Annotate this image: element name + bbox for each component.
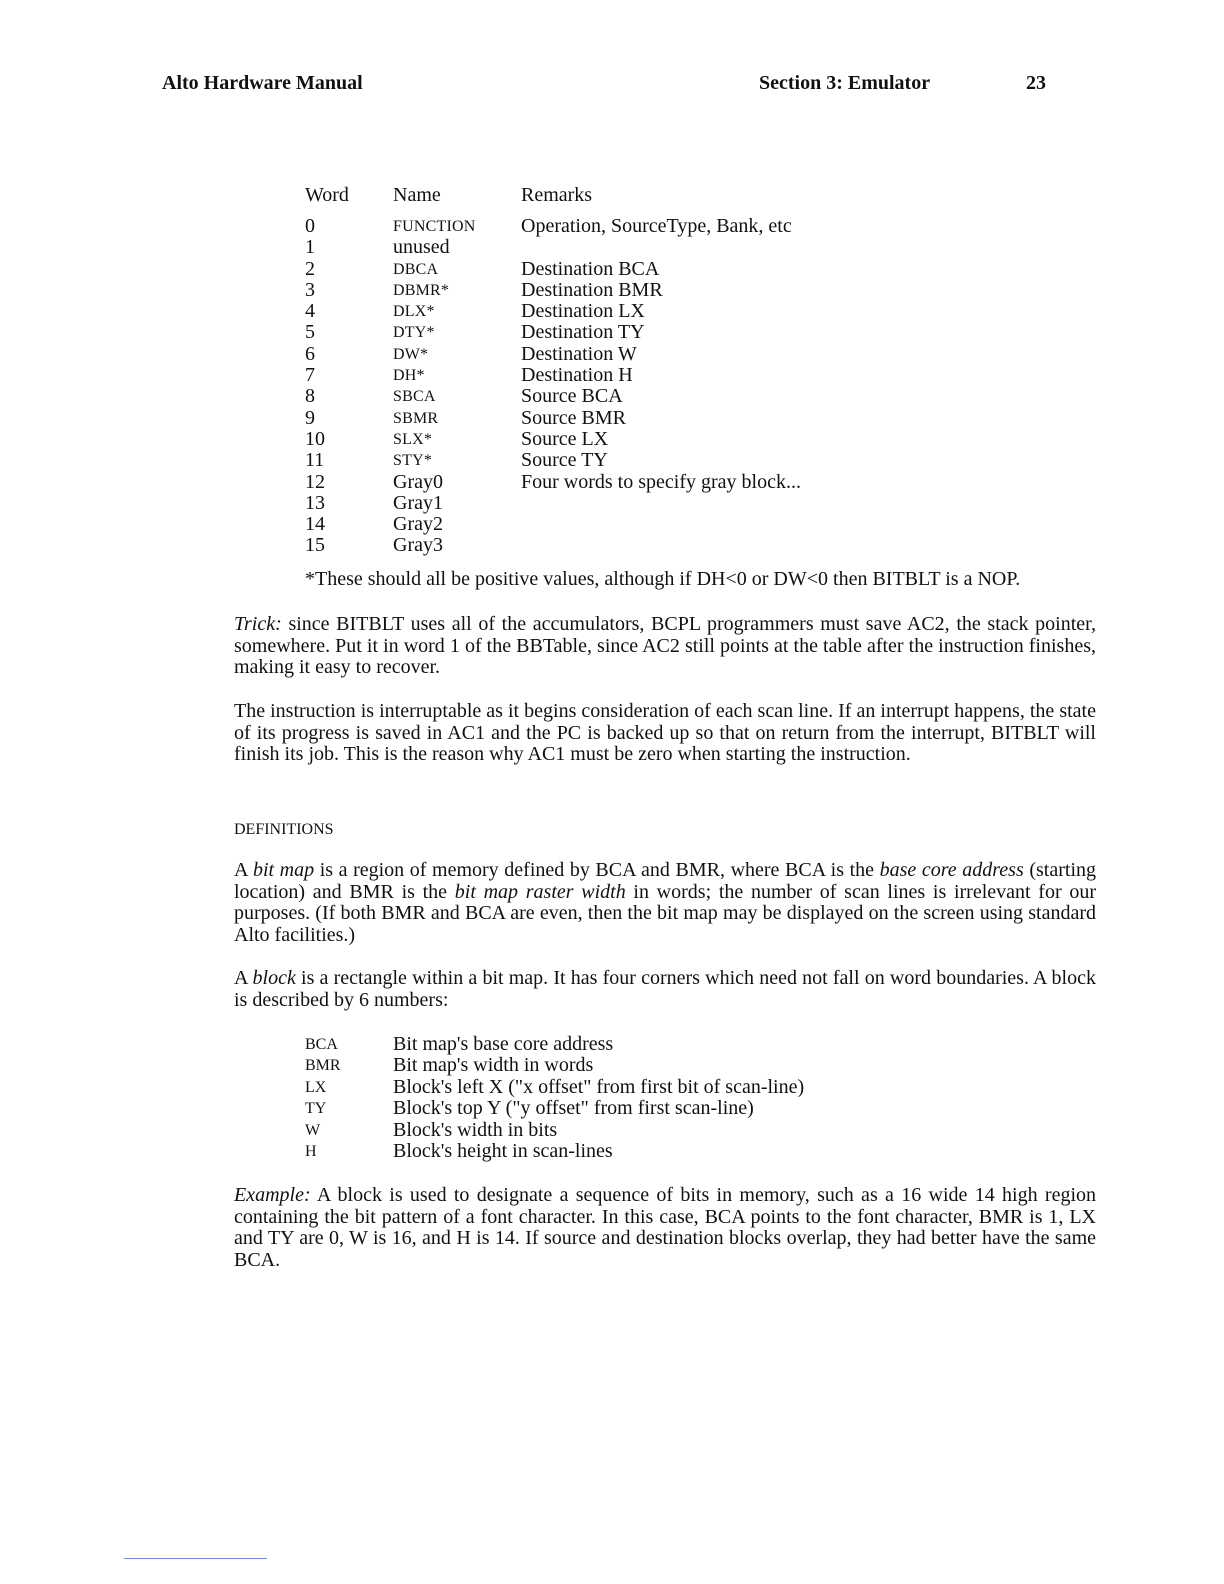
name-cell: unused (393, 236, 450, 259)
word-cell: 9 (305, 406, 315, 429)
remarks-cell: Four words to specify gray block... (521, 470, 801, 493)
parameter-term: LX (305, 1078, 327, 1096)
column-header-remarks: Remarks (521, 184, 593, 206)
parameter-term: BCA (305, 1036, 338, 1053)
word-cell: 15 (305, 534, 325, 557)
parameter-term: W (305, 1121, 321, 1139)
bitmap-text-1: A (234, 859, 253, 881)
name-cell: Gray2 (393, 513, 443, 536)
parameter-term: TY (305, 1100, 327, 1118)
trick-paragraph (234, 614, 1096, 679)
remarks-cell: Source TY (521, 449, 608, 472)
remarks-cell: Destination LX (521, 300, 645, 323)
running-header-title: Alto Hardware Manual (162, 72, 363, 94)
definitions-heading: DEFINITIONS (234, 821, 334, 838)
bitmap-text-4: in words; the number of scan lines is irrelevant for our purposes. (If both BMR and BCA are even, then the bit map may be displayed on the screen using standard Alto facilities.) (234, 880, 1096, 946)
word-cell: 1 (305, 236, 315, 259)
word-cell: 10 (305, 427, 325, 450)
parameter-term: BMR (305, 1057, 341, 1075)
remarks-cell: Destination BCA (521, 257, 660, 280)
word-cell: 2 (305, 257, 315, 280)
name-cell: DW* (393, 345, 429, 363)
trick-text: since BITBLT uses all of the accumulators, BCPL programmers must save AC2, the stack pointer, somewhere. Put it in word 1 of the BBTable, since AC2 still points at the table after the instruction finishes, making it easy to recover. (234, 613, 1097, 679)
example-text: A block is used to designate a sequence of bits in memory, such as a 16 wide 14 high region containing the bit pattern of a font character. In this case, BCA points to the font character, BMR is 1, LX and TY are 0, W is 16, and H is 14. If source and destination blocks overlap, they had better have the same BCA. (234, 1184, 1096, 1271)
page-number: 23 (1026, 72, 1046, 94)
name-cell: SBCA (393, 388, 436, 406)
footnote-rule (124, 1558, 267, 1559)
interrupt-paragraph: The instruction is interruptable as it begins consideration of each scan line. If an interrupt happens, the state of its progress is saved in AC1 and the PC is backed up so that on return from the interrupt, BITBLT will finish its job. This is the reason why AC1 must be zero when starting the instruction. (234, 700, 1096, 766)
trick-label: Trick: (234, 613, 282, 635)
remarks-cell: Destination H (521, 364, 633, 387)
parameter-description: Bit map's base core address (393, 1033, 614, 1055)
remarks-cell: Destination TY (521, 321, 645, 344)
example-paragraph (234, 1185, 1096, 1271)
block-definition-paragraph (234, 968, 1096, 1011)
bitmap-term: bit map (252, 859, 315, 881)
word-cell: 13 (305, 491, 325, 514)
word-cell: 0 (305, 215, 315, 237)
word-cell: 7 (305, 364, 315, 387)
remarks-cell: Destination W (521, 342, 637, 365)
table-footnote: *These should all be positive values, although if DH<0 or DW<0 then BITBLT is a NOP. (305, 568, 1021, 590)
base-core-address-term: base core address (879, 859, 1024, 881)
parameter-description: Bit map's width in words (393, 1054, 594, 1077)
remarks-cell: Source BMR (521, 406, 626, 429)
parameter-description: Block's height in scan-lines (393, 1139, 613, 1162)
example-label: Example: (234, 1184, 311, 1206)
name-cell: Gray0 (393, 470, 443, 493)
word-cell: 12 (305, 470, 325, 493)
block-term: block (252, 967, 296, 989)
word-cell: 11 (305, 449, 325, 472)
word-cell: 8 (305, 385, 315, 408)
name-cell: DTY* (393, 324, 435, 342)
parameter-description: Block's left X ("x offset" from first bit of scan-line) (393, 1075, 805, 1098)
name-cell: SBMR (393, 409, 439, 427)
name-cell: STY* (393, 452, 433, 470)
remarks-cell: Operation, SourceType, Bank, etc (521, 215, 792, 237)
word-cell: 5 (305, 321, 315, 344)
running-header-section: Section 3: Emulator (759, 72, 931, 94)
remarks-cell: Source BCA (521, 385, 623, 408)
name-cell: DBMR* (393, 281, 450, 299)
word-cell: 3 (305, 278, 315, 301)
name-cell: DLX* (393, 303, 435, 321)
parameter-term: H (305, 1142, 317, 1160)
parameter-description: Block's width in bits (393, 1118, 558, 1141)
parameter-description: Block's top Y ("y offset" from first scan-line) (393, 1097, 754, 1120)
column-header-word: Word (305, 184, 349, 206)
remarks-cell: Destination BMR (521, 278, 663, 301)
bit-map-definition-paragraph (234, 860, 1096, 946)
word-cell: 6 (305, 342, 315, 365)
name-cell: DH* (393, 367, 425, 385)
bitmap-text-2: is a region of memory defined by BCA and BMR, where BCA is the (314, 859, 880, 881)
column-header-name: Name (393, 184, 441, 206)
word-cell: 4 (305, 300, 315, 323)
bitmap-text-3: (starting location) and BMR is the (234, 859, 1096, 903)
name-cell: FUNCTION (393, 218, 476, 235)
block-text-1: A (234, 967, 253, 989)
name-cell: DBCA (393, 260, 439, 278)
raster-width-term: bit map raster width (454, 880, 626, 903)
word-cell: 14 (305, 513, 325, 536)
name-cell: Gray1 (393, 491, 443, 514)
name-cell: Gray3 (393, 534, 443, 557)
name-cell: SLX* (393, 430, 433, 448)
remarks-cell: Source LX (521, 427, 609, 450)
block-text-2: is a rectangle within a bit map. It has four corners which need not fall on word boundaries. A block is described by 6 numbers: (234, 967, 1096, 1011)
